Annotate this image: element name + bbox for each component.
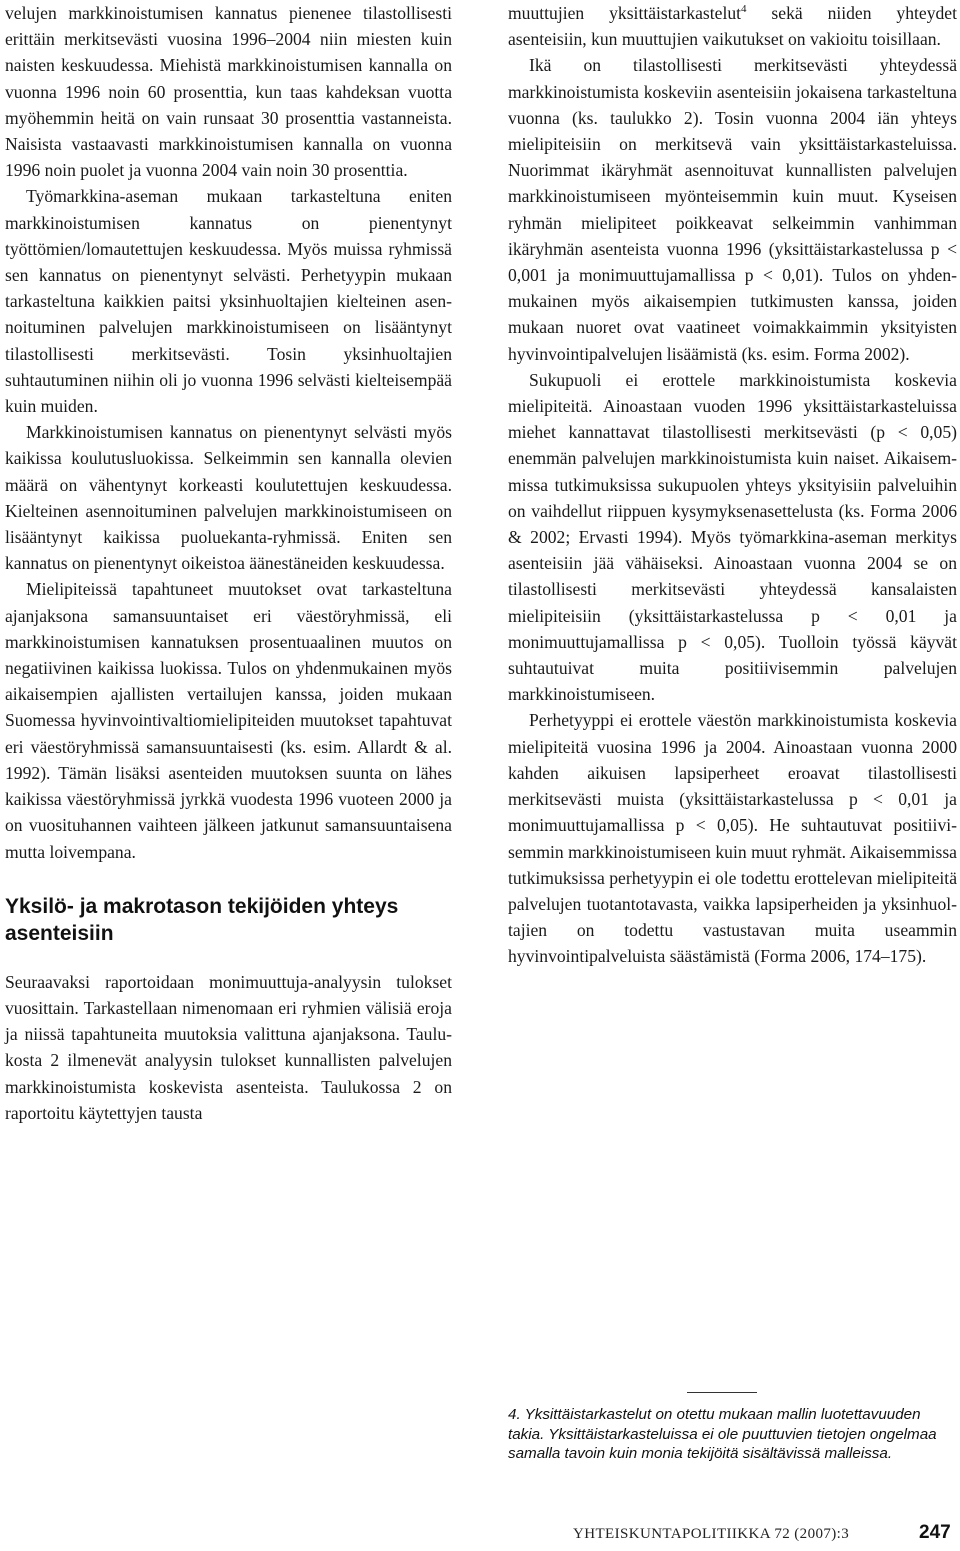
footnote-divider: [687, 1392, 757, 1393]
body-paragraph: Työmarkkina-aseman mukaan tarkasteltuna eniten markkinoistumisen kannatus on pienentynyt työttömien/lomautettujen keskuudessa. Myös muissa ryhmissä sen kannatus on pienentynyt selvästi. Perhetyypin mukaan tarkasteltuna kaikkien paitsi yksinhuoltajien kielteinen asennoituminen palvelujen markkinoistumiseen on lisääntynyt tilastollisesti merkitsevästi. Tosin yksinhuoltajien suhtautuminen niihin oli jo vuonna 1996 selvästi kielteisempää kuin muiden.: [5, 186, 452, 417]
journal-footer: YHTEISKUNTAPOLITIIKKA 72 (2007):3: [573, 1526, 850, 1542]
body-paragraph: Markkinoistumisen kannatus on pienentynyt selvästi myös kaikissa koulutusluokissa. Selkeimmin sen kannalla olevien määrä on vähentynyt korkeasti koulutettujen keskuudessa. Kielteinen asennoituminen palvelujen markkinoistumiseen on lisääntynyt kaikissa puoluekanta-ryhmissä. Eniten sen kannatus on pienentynyt oikeistoa äänestäneiden keskuudessa.: [5, 422, 452, 574]
right-column: [508, 0, 957, 970]
body-paragraph: Ikä on tilastollisesti merkitsevästi yhteydessä markkinoistumista koskeviin asenteisiin jokaisena tarkasteltuna vuonna (ks. taulukko 2). Tosin vuonna 2004 iän yhteys mielipiteisiin on merkitsevä vain yksittäistarkasteluissa. Nuorimmat ikäryhmät asennoituvat kunnallisten palvelujen markkinoistumiseen myönteisemmin kuin muut. Kyseisen ryhmän mielipiteet poikkeavat selkeimmin vanhimman ikäryhmän asenteista vuonna 1996 (yksittäistarkastelussa p < 0,001 ja monimuuttujamallissa p < 0,01). Tulos on yhdenmukainen myös aikaisempien tutkimusten kanssa, joiden mukaan nuoret ovat vaatineet voimakkaimmin yksityisten hyvinvointipalvelujen lisäämistä (ks. esim. Forma 2002).: [508, 55, 957, 364]
left-column: [5, 0, 452, 1126]
section-heading: Yksilö- ja makrotason tekijöiden yhteys asenteisiin: [5, 894, 399, 945]
footnote-reference: 4: [741, 3, 747, 15]
body-paragraph: Perhetyyppi ei erottele väestön markkinoistumista koskevia mielipiteitä vuosina 1996 ja 2004. Ainoastaan vuonna 2000 kahden aikuisen lapsiperheet eroavat tilastollisesti merkitsevästi muista (yksittäistarkastelussa p < 0,01 ja monimuuttujamallissa p < 0,05). He suhtautuvat positiivisemmin markkinoistumiseen kuin muut ryhmät. Aikaisemmissa tutkimuksissa perhetyypin ei ole todettu erottelevan mielipiteitä palvelujen tuotantotavasta, vaikka lapsiperheiden ja yksinhuoltajien on todettu vastustavan muita useammin hyvinvointipalveluista säästämistä (Forma 2006, 174–175).: [508, 710, 957, 967]
body-paragraph: Sukupuoli ei erottele markkinoistumista koskevia mielipiteitä. Ainoastaan vuoden 1996 yksittäistarkasteluissa miehet kannattavat tilastollisesti merkitsevästi (p < 0,05) enemmän palvelujen markkinoistumista kuin naiset. Aikaisemmissa tutkimuksissa sukupuolen yhteys yksityisiin palveluihin on vaihdellut riippuen kysymyksenasettelusta (ks. Forma 2006 & 2002; Ervasti 1994). Myös työmarkkina-aseman merkitys asenteisiin jää vähäiseksi. Ainoastaan vuonna 2004 se on tilastollisesti merkitsevästi yhteydessä kansalaisten mielipiteisiin (yksittäistarkastelussa p < 0,01 ja monimuuttujamallissa p < 0,05). Tuolloin työssä käyvät suhtautuivat muita positiivisemmin palvelujen markkinoistumiseen.: [508, 369, 957, 705]
paragraph-text: muuttujien yksittäistarkastelut: [508, 3, 742, 23]
body-paragraph: Seuraavaksi raportoidaan monimuuttuja-analyysin tulokset vuosittain. Tarkastellaan nimenomaan eri ryhmien välisiä eroja ja niissä tapahtuneita muutoksia valittuna ajanjaksona. Taulukosta 2 ilmenevät analyysin tulokset kunnallisten palvelujen markkinoistumista koskevista asenteista. Taulukossa 2 on raportoitu käytettyjen tausta: [5, 971, 452, 1123]
footnote: 4. Yksittäistarkastelut on otettu mukaan mallin luotettavuuden takia. Yksittäistarkasteluissa ei ole puuttuvien tietojen ongelmaa samalla tavoin kuin monia tekijöitä sisältävissä malleissa.: [508, 1406, 937, 1462]
page-number: 247: [919, 1522, 951, 1543]
body-paragraph: velujen markkinoistumisen kannatus pienenee tilastollisesti erittäin merkitsevästi vuosina 1996–2004 niin miesten kuin naisten keskuudessa. Miehistä markkinoistumisen kannalla on vuonna 1996 noin 60 prosenttia, kun taas kahdeksan vuotta myöhemmin heitä on vain runsaat 30 prosenttia vastanneista. Naisista vastaavasti markkinoistumisen kannalla on vuonna 1996 noin puolet ja vuonna 2004 vain noin 30 prosenttia.: [5, 3, 452, 181]
paragraph-text: sekä niiden yhteydet asenteisiin, kun muuttujien vaikutukset on vakioitu toisillaan.: [508, 3, 958, 50]
body-paragraph: [508, 0, 957, 52]
body-paragraph: Mielipiteissä tapahtuneet muutokset ovat tarkasteltuna ajanjaksona samansuuntaiset eri väestöryhmissä, eli markkinoistumisen kannatuksen prosentuaalinen muutos on negatiivinen kaikissa luokissa. Tulos on yhdenmukainen myös aikaisempien ajallisten vertailujen kanssa, joiden mukaan Suomessa hyvinvointivaltiomielipiteiden muutokset tapahtuvat eri väestöryhmissä samansuuntaisesti (ks. esim. Allardt & al. 1992). Tämän lisäksi asenteiden muutoksen suunta on lähes kaikissa väestöryhmissä jyrkkä vuodesta 1996 vuoteen 2000 ja on vuosituhannen vaihteen jälkeen jatkunut samansuuntaisena mutta loivempana.: [5, 579, 452, 862]
